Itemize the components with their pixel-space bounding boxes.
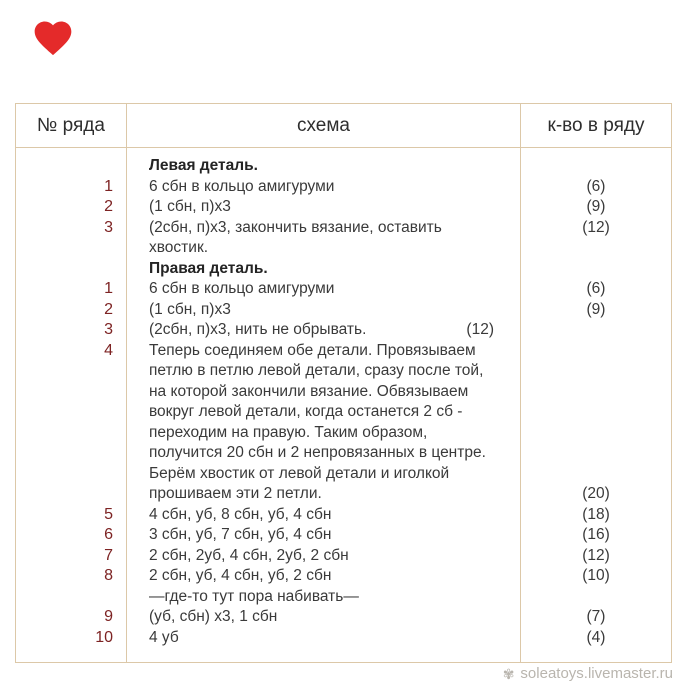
scheme-text	[149, 300, 494, 321]
scheme-text-content: Теперь соединяем обе детали. Провязываем	[149, 341, 476, 359]
scheme-text	[149, 423, 494, 444]
scheme-text	[149, 566, 494, 587]
scheme-text	[149, 607, 494, 628]
scheme-text	[149, 505, 494, 526]
row-number-column	[16, 148, 126, 662]
stitch-count	[521, 423, 671, 444]
scheme-text	[149, 177, 494, 198]
col-header-row-number: № ряда	[37, 114, 105, 136]
row-number: 8	[104, 567, 113, 584]
scheme-text	[149, 628, 494, 649]
scheme-text	[149, 484, 494, 505]
scheme-text-content: петлю в петлю левой детали, сразу после той,	[149, 362, 484, 379]
scheme-text	[149, 402, 494, 423]
row-number	[16, 361, 126, 382]
stitch-count	[521, 238, 671, 259]
scheme-text-content: Берём хвостик от левой детали и иголкой	[149, 464, 450, 482]
scheme-text-content: 6 сбн в кольцо амигуруми	[149, 177, 335, 195]
scheme-text-content: 4 сбн, уб, 8 сбн, уб, 4 сбн	[149, 505, 332, 523]
row-number	[16, 259, 126, 280]
scheme-text	[149, 361, 494, 382]
row-number: 10	[95, 628, 113, 646]
scheme-text-content: (1 сбн, п)х3	[149, 300, 231, 318]
row-number: 2	[104, 300, 113, 318]
stitch-count	[521, 156, 671, 177]
heart-icon-shape	[30, 16, 76, 60]
scheme-text-content: Правая деталь.	[149, 259, 268, 277]
row-number: 6	[104, 526, 113, 543]
table-header-row	[15, 103, 672, 148]
stitch-count: (20)	[582, 485, 610, 502]
row-number: 5	[104, 505, 113, 523]
row-number	[16, 484, 126, 505]
watermark	[503, 665, 673, 682]
scheme-text-content: 3 сбн, уб, 7 сбн, уб, 4 сбн	[149, 526, 332, 543]
scheme-text	[149, 464, 494, 485]
row-number	[16, 156, 126, 177]
row-number: 2	[104, 198, 113, 215]
stitch-count	[521, 382, 671, 403]
row-number: 1	[104, 177, 113, 195]
stitch-count	[521, 464, 671, 485]
stitch-count: (12)	[582, 218, 610, 236]
scheme-text-content: (2сбн, п)х3, закончить вязание, оставить	[149, 218, 442, 236]
stitch-count	[521, 361, 671, 382]
scheme-text	[149, 546, 494, 567]
scheme-text-content: 4 уб	[149, 628, 179, 646]
scheme-column	[126, 148, 521, 662]
row-number: 7	[104, 546, 113, 564]
row-number: 3	[104, 321, 113, 338]
stitch-count	[521, 341, 671, 362]
scheme-text-content: прошиваем эти 2 петли.	[149, 485, 322, 502]
stitch-count: (16)	[582, 526, 610, 543]
row-number: 1	[104, 280, 113, 297]
stitch-count: (6)	[586, 280, 606, 297]
scheme-text-content: 6 сбн в кольцо амигуруми	[149, 280, 335, 297]
stitch-count	[521, 402, 671, 423]
watermark-text: soleatoys.livemaster.ru	[520, 665, 673, 682]
stitch-count: (18)	[582, 505, 610, 523]
stitch-count	[521, 320, 671, 341]
row-number: 4	[104, 341, 113, 359]
stitch-count	[521, 443, 671, 464]
scheme-text-content: хвостик.	[149, 239, 209, 256]
stitch-count: (9)	[586, 198, 606, 215]
stitch-count: (6)	[586, 177, 606, 195]
col-header-scheme: схема	[126, 104, 521, 147]
scheme-text	[149, 341, 494, 362]
scheme-text-content: получится 20 сбн и 2 непровязанных в центре.	[149, 444, 486, 461]
scheme-text-content: на которой закончили вязание. Обвязываем	[149, 382, 469, 400]
stitch-count	[521, 587, 671, 608]
scheme-text-content: (2сбн, п)х3, нить не обрывать.	[149, 321, 367, 338]
scheme-text	[149, 218, 494, 239]
count-column	[521, 148, 671, 662]
scheme-text	[149, 279, 494, 300]
row-number	[16, 423, 126, 444]
row-number	[16, 382, 126, 403]
inline-stitch-count: (12)	[466, 321, 494, 338]
pattern-table	[15, 103, 672, 663]
heart-icon	[30, 16, 76, 60]
scheme-text-content: вокруг левой детали, когда останется 2 сб -	[149, 403, 463, 420]
scheme-text-content: (уб, сбн) х3, 1 сбн	[149, 608, 278, 625]
col-header-count: к-во в ряду	[547, 114, 645, 136]
scheme-text	[149, 443, 494, 464]
scheme-text	[149, 587, 494, 608]
row-number	[16, 464, 126, 485]
stitch-count: (7)	[586, 608, 606, 625]
row-number	[16, 402, 126, 423]
row-number	[16, 443, 126, 464]
section-title	[149, 156, 494, 177]
row-number: 9	[104, 608, 113, 625]
scheme-text	[149, 382, 494, 403]
scheme-text	[149, 525, 494, 546]
row-number	[16, 587, 126, 608]
scheme-text-content: 2 сбн, уб, 4 сбн, уб, 2 сбн	[149, 567, 332, 584]
scheme-text	[149, 238, 494, 259]
scheme-text-content: Левая деталь.	[149, 157, 258, 174]
scheme-text-content: переходим на правую. Таким образом,	[149, 423, 428, 441]
row-number: 3	[104, 218, 113, 236]
table-body	[15, 148, 672, 663]
scheme-text	[149, 197, 494, 218]
stitch-count: (10)	[582, 567, 610, 584]
stitch-count: (9)	[586, 300, 606, 318]
flower-icon: ✾	[502, 665, 515, 682]
section-title	[149, 259, 494, 280]
scheme-text-content: (1 сбн, п)х3	[149, 198, 231, 215]
scheme-text-content: —где-то тут пора набивать—	[149, 587, 359, 605]
stitch-count: (12)	[582, 546, 610, 564]
scheme-text	[149, 320, 494, 341]
scheme-text-content: 2 сбн, 2уб, 4 сбн, 2уб, 2 сбн	[149, 546, 349, 564]
stitch-count	[521, 259, 671, 280]
row-number	[16, 238, 126, 259]
stitch-count: (4)	[586, 628, 606, 646]
